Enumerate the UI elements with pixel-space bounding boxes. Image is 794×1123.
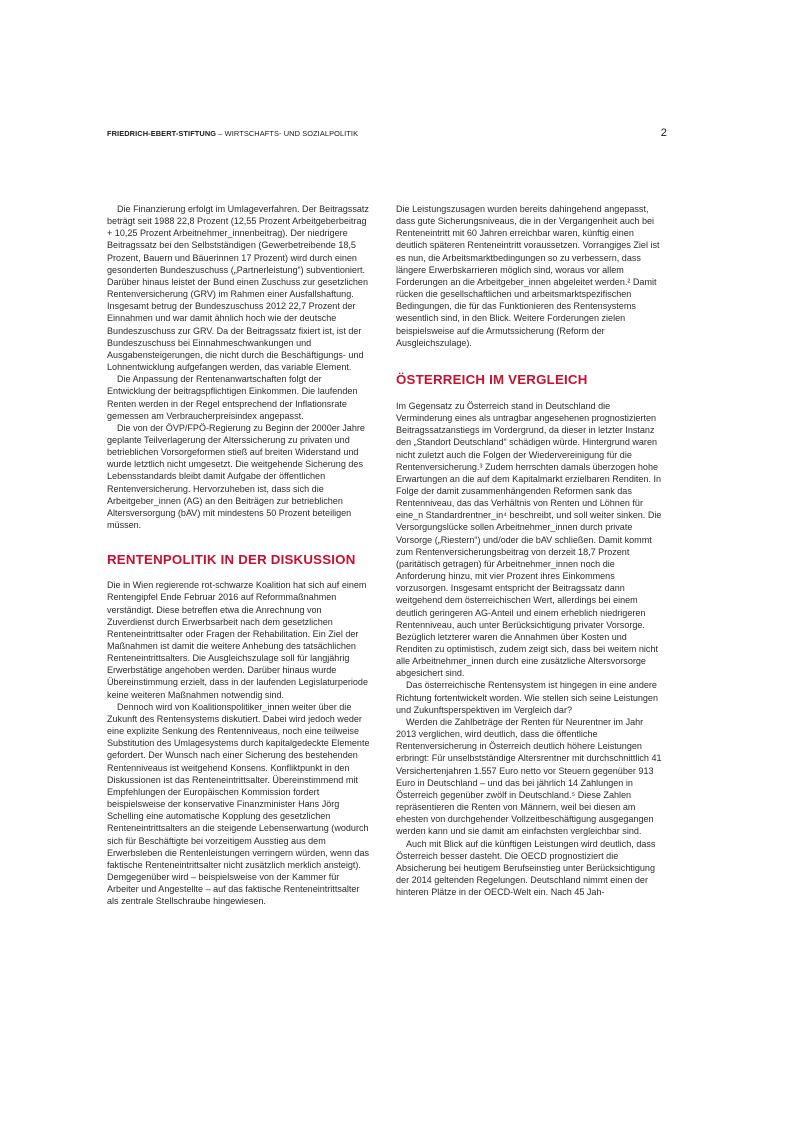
- section-heading: ÖSTERREICH IM VERGLEICH: [396, 371, 588, 387]
- paragraph: Das österreichische Rentensystem ist hingegen in eine andere Richtung fortentwickelt worden. Wie stellen sich seine Leistungen und Zukunftsperspektiven im Vergleich dar?: [396, 680, 658, 715]
- paragraph: Die von der ÖVP/FPÖ-Regierung zu Beginn der 2000er Jahre geplante Teilverlagerung der Alterssicherung zu privaten und betrieblichen Vorsorgeformen stieß auf breiten Widerstand und wurde letztlich nicht umgesetzt. Die weitgehende Sicherung des Lebensstandards bleibt damit Aufgabe der öffentlichen Rentenversicherung. Hervorzuheben ist, dass sich die Arbeitgeber_innen (AG) an den Beiträgen zur betrieblichen Altersversorgung (bAV) mit mindestens 50 Prozent beteiligen müssen.: [107, 422, 365, 531]
- paragraph: Dennoch wird von Koalitionspolitiker_innen weiter über die Zukunft des Rentensystems diskutiert. Dabei wird jedoch weder eine explizite Senkung des Rentenniveaus, noch eine teilweise Substitution des Umlagesystems durch kapitalgedeckte Elemente gefordert. Der Wunsch nach einer Sicherung des bestehenden Rentenniveaus ist weitgehend Konsens. Konfliktpunkt in den Diskussionen ist das Renteneintrittsalter. Übereinstimmend mit Empfehlungen der Europäischen Kommission fordert beispielsweise der konservative Finanzminister Hans Jörg Schelling eine automatische Kopplung des gesetzlichen Renteneintrittsalters an die steigende Lebenserwartung (wodurch sich für Beschäftigte bei vorzeitigem Ausstieg aus dem Erwerbsleben die Rentenleistungen verringern würden, wenn das faktische Renteneintrittsalter nicht zusätzlich merklich ansteigt). Demgegenüber wird – beispielsweise von der Kammer für Arbeiter und Angestellte – auf das faktische Renteneintrittsalter als zentrale Stellschraube hingewiesen.: [107, 701, 370, 907]
- paragraph: Im Gegensatz zu Österreich stand in Deutschland die Verminderung eines als untragbar angesehenen prognostizierten Beitragssatzanstiegs im Vordergrund, da dieser in letzter Instanz den „Standort Deutschland“ schädigen würde. Hintergrund waren nicht zuletzt auch die Folgen der Wiedervereinigung für die Rentenversicherung.³ Zudem herrschten damals überzogen hohe Erwartungen an die auf dem Kapitalmarkt erzielbaren Renditen. In Folge der damit zusammenhängenden Reformen sank das Rentenniveau, das das Verhältnis von Renten und Löhnen für eine_n Standardrentner_in⁴ beschreibt, und soll weiter sinken. Die Versorgungslücke sollen Arbeitnehmer_innen durch private Vorsorge („Riestern“) und/oder die bAV schließen. Damit kommt zum Rentenversicherungsbeitrag von derzeit 18,7 Prozent (paritätisch getragen) für Arbeitnehmer_innen noch die Anforderung hinzu, mit vier Prozent ihres Einkommens vorzusorgen. Insgesamt entspricht der Beitragssatz dann weitgehend dem österreichischen Wert, allerdings bei einem deutlich geringeren AG-Anteil und einem erheblich niedrigeren Rentenniveau, auch unter Berücksichtigung privater Vorsorge. Bezüglich letzterer waren die Annahmen über Kosten und Renditen zu optimistisch, zudem zeigt sich, dass bei weitem nicht alle Arbeitnehmer_innen durch eine zusätzliche Altersvorsorge abgesichert sind.: [396, 400, 662, 679]
- page-number: 2: [660, 127, 667, 139]
- right-column: [396, 203, 663, 898]
- section-heading: RENTENPOLITIK IN DER DISKUSSION: [107, 552, 356, 568]
- paragraph: Die in Wien regierende rot-schwarze Koalition hat sich auf einem Rentengipfel Ende Februar 2016 auf Reformmaßnahmen verständigt. Diese betreffen etwa die Anrechnung von Zuverdienst durch Erwerbsarbeit nach dem gesetzlichen Renteneintrittsalter oder Fragen der Rehabilitation. Ein Ziel der Maßnahmen ist damit die weitere Anhebung des tatsächlichen Renteneintrittsalters. Die Ausgleichszulage soll für langjährig Erwerbstätige angehoben werden. Darüber hinaus wurde Übereinstimmung erzielt, dass in der laufenden Legislaturperiode keine weiteren Maßnahmen notwendig sind.: [107, 580, 368, 700]
- paragraph: Die Anpassung der Rentenanwartschaften folgt der Entwicklung der beitragspflichtigen Einkommen. Die laufenden Renten werden in der Regel entsprechend der Inflationsrate gemessen am Verbraucherpreisindex angepasst.: [107, 374, 358, 421]
- header-subtitle: – WIRTSCHAFTS- UND SOZIALPOLITIK: [216, 129, 359, 138]
- left-column: [107, 203, 371, 907]
- paragraph: Werden die Zahlbeträge der Renten für Neurentner im Jahr 2013 verglichen, wird deutlich, dass die öffentliche Rentenversicherung in Österreich deutlich höhere Leistungen erbringt: Für unselbstständige Altersrentner mit durchschnittlich 41 Versichertenjahren 1.557 Euro netto vor Steuern gegenüber 913 Euro in Deutschland – und das bei jährlich 14 Zahlungen in Österreich gegenüber zwölf in Deutschland.⁵ Diese Zahlen repräsentieren die Renten von Männern, weil bei diesen am ehesten von durchgehender Vollzeitbeschäftigung ausgegangen werden kann und sie damit am einfachsten vergleichbar sind.: [396, 716, 662, 837]
- paragraph: Die Leistungszusagen wurden bereits dahingehend angepasst, dass gute Sicherungsniveaus, die in der Vergangenheit auch bei Renteneintritt mit 60 Jahren erreichbar waren, künftig einen deutlich späteren Renteneintritt voraussetzen. Vorrangiges Ziel ist es nun, die Arbeitsmarktbedingungen so zu verbessern, dass längere Erwerbskarrieren möglich sind, woraus vor allem Forderungen an die Arbeitgeber_innen abgeleitet werden.² Damit rücken die gesellschaftlichen und arbeitsmarktspezifischen Bedingungen, die für das Funktionieren des Rentensystems wesentlich sind, in den Blick. Weitere Forderungen zielen beispielsweise auf die Armutssicherung (Reform der Ausgleichszulage).: [396, 204, 660, 348]
- running-header: [107, 129, 667, 143]
- header-brand: FRIEDRICH-EBERT-STIFTUNG: [107, 129, 217, 138]
- paragraph: Die Finanzierung erfolgt im Umlageverfahren. Der Beitragssatz beträgt seit 1988 22,8 Prozent (12,55 Prozent Arbeitgeberbeitrag + 10,25 Prozent Arbeitnehmer_innenbeitrag). Der niedrigere Beitragssatz bei den Selbstständigen (Gewerbetreibende 18,5 Prozent, Bauern und Bäuerinnen 17 Prozent) wird durch einen gesonderten Bundeszuschuss („Partnerleistung“) subventioniert. Darüber hinaus leistet der Bund einen Zuschuss zur gesetzlichen Rentenversicherung (GRV) im Rahmen einer Ausfallshaftung. Insgesamt betrug der Bundeszuschuss 2012 22,7 Prozent der Einnahmen und war damit ähnlich hoch wie der deutsche Bundeszuschuss zur GRV. Da der Beitragssatz fixiert ist, ist der Bundeszuschuss bei Einnahmeschwankungen und Ausgabensteigerungen, die nicht durch die Beschäftigungs- und Lohnentwicklung aufgefangen werden, das variable Element.: [107, 204, 369, 373]
- paragraph: Auch mit Blick auf die künftigen Leistungen wird deutlich, dass Österreich besser dasteht. Die OECD prognostiziert die Absicherung bei heutigem Berufseinstieg unter Berücksichtigung der 2014 geltenden Regelungen. Deutschland nimmt einen der hinteren Plätze in der OECD-Welt ein. Nach 45 Jah-: [396, 838, 656, 898]
